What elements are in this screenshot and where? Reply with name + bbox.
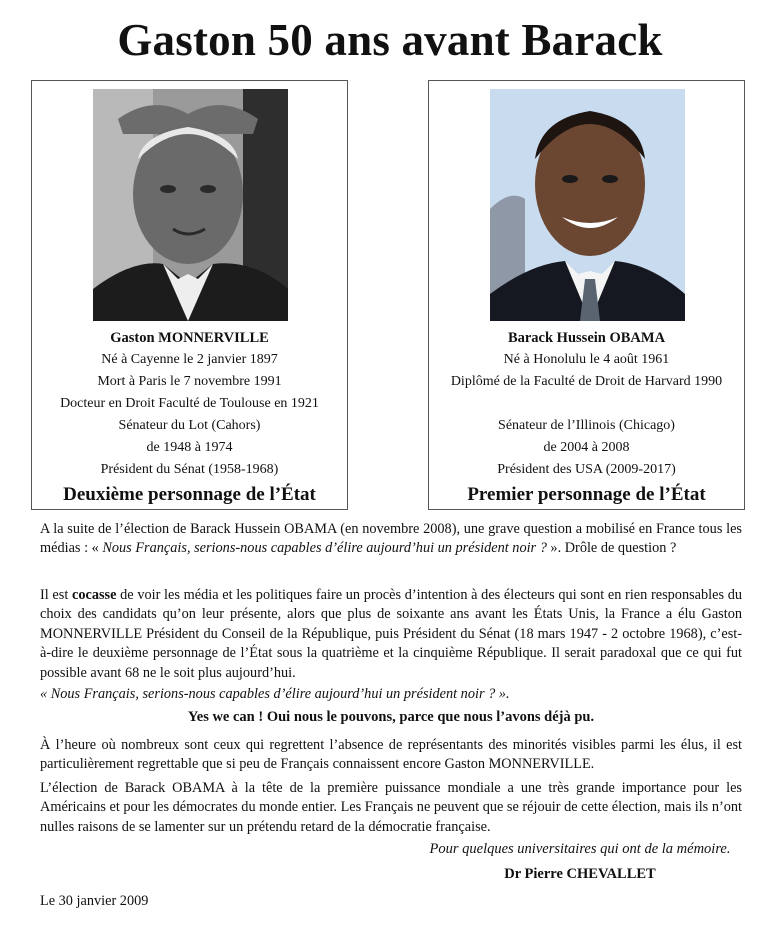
portrait-photo-icon bbox=[490, 89, 685, 321]
paragraph-monnerville-history: Il est cocasse de voir les média et les politiques faire un procès d’intention à des électeurs qui sont en rien responsables du choix des candidats qu’on leur présente, alors que plus de soixante ans avant les États Unis, la France a élu Gaston MONNERVILLE Président du Conseil de la République, puis Président du Sénat (18 mars 1947 - 2 octobre 1968), c’est-à-dire le deuxième personnage de l’État sous la quatrième et la cinquième République. Il serait paradoxal que ce qui fut possible avant 68 ne le soit plus aujourd’hui. bbox=[40, 587, 743, 681]
slogan: Yes we can ! Oui nous le pouvons, parce que nous l’avons déjà pu. bbox=[187, 709, 595, 725]
page-title: Gaston 50 ans avant Barack bbox=[117, 15, 663, 65]
paragraph-quote: « Nous Français, serions-nous capables d’élire aujourd’hui un président noir ? ». bbox=[40, 686, 510, 702]
monnerville-line: Sénateur du Lot (Cahors) bbox=[118, 418, 261, 433]
paragraph-conclusion: L’élection de Barack OBAMA à la tête de la première puissance mondiale a une très grande importance pour les Américains et pour les démocrates du monde entier. Les Français ne peuvent que se réjouir de cette élection, mais ils n’ont nulles raisons de se lamenter sur un prétendu retard de la démocratie française. bbox=[40, 780, 742, 835]
obama-portrait-photo bbox=[490, 89, 685, 321]
emphasis-word: cocasse bbox=[72, 587, 117, 603]
paragraph-election-question: A la suite de l’élection de Barack Hussein OBAMA (en novembre 2008), une grave question a mobilisé en France tous les médias : « Nous Français, serions-nous capables d’élire aujourd’hui un président noir ? ». Drôle de question ? bbox=[40, 521, 742, 557]
quote-text: Nous Français, serions-nous capables d’élire aujourd’hui un président noir ? bbox=[102, 540, 547, 557]
monnerville-rank: Deuxième personnage de l’État bbox=[63, 484, 316, 505]
obama-line: de 2004 à 2008 bbox=[543, 440, 630, 455]
monnerville-line: Mort à Paris le 7 novembre 1991 bbox=[97, 374, 282, 389]
signature-line: Pour quelques universitaires qui ont de la mémoire. bbox=[429, 841, 731, 857]
paragraph-minorities: À l’heure où nombreux sont ceux qui regrettent l’absence de représentants des minorités visibles parmi les élus, il est particulièrement regrettable que si peu de Français connaissent encore Gaston MONNERVILLE. bbox=[40, 737, 742, 773]
monnerville-line: Docteur en Droit Faculté de Toulouse en 1921 bbox=[60, 396, 319, 411]
obama-line: Président des USA (2009-2017) bbox=[497, 462, 676, 477]
document-date: Le 30 janvier 2009 bbox=[40, 893, 149, 909]
monnerville-portrait-photo bbox=[93, 89, 288, 321]
obama-info bbox=[429, 327, 744, 507]
monnerville-card bbox=[31, 80, 348, 510]
obama-line: Né à Honolulu le 4 août 1961 bbox=[503, 352, 670, 367]
monnerville-line: Né à Cayenne le 2 janvier 1897 bbox=[101, 352, 278, 367]
obama-name: Barack Hussein OBAMA bbox=[507, 330, 666, 346]
portrait-photo-icon bbox=[93, 89, 288, 321]
monnerville-line: Président du Sénat (1958-1968) bbox=[100, 462, 279, 477]
obama-rank: Premier personnage de l’État bbox=[467, 484, 706, 505]
obama-line: Diplômé de la Faculté de Droit de Harvard 1990 bbox=[450, 374, 723, 389]
signature-author: Dr Pierre CHEVALLET bbox=[504, 866, 656, 882]
obama-card bbox=[428, 80, 745, 510]
monnerville-name: Gaston MONNERVILLE bbox=[110, 330, 269, 346]
monnerville-line: de 1948 à 1974 bbox=[146, 440, 233, 455]
obama-line: Sénateur de l’Illinois (Chicago) bbox=[498, 418, 675, 433]
monnerville-info bbox=[32, 327, 347, 507]
